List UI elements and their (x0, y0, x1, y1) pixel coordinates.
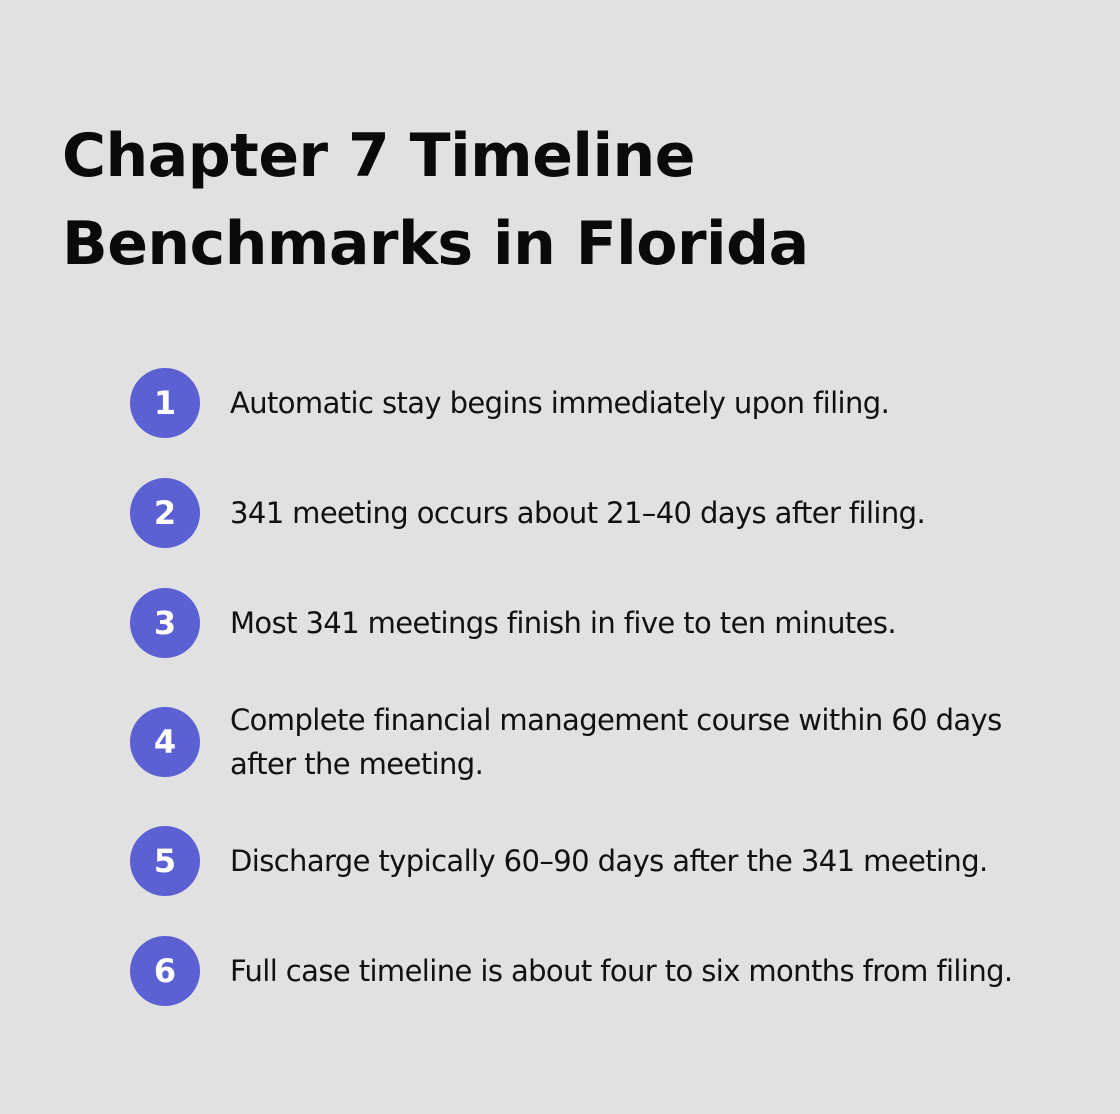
timeline-step-1 (130, 368, 1070, 438)
timeline-step-6 (130, 936, 1070, 1006)
step-number-badge: 5 (130, 826, 200, 896)
step-number-badge: 3 (130, 588, 200, 658)
page-title-line-1: Chapter 7 Timeline (62, 121, 695, 191)
step-number-badge: 4 (130, 707, 200, 777)
step-text: 341 meeting occurs about 21–40 days after filing. (230, 496, 926, 530)
timeline-step-2 (130, 478, 1070, 548)
timeline-step-4 (130, 698, 1070, 786)
step-text: Full case timeline is about four to six months from filing. (230, 954, 1013, 988)
page-title (62, 112, 1062, 288)
timeline-step-5 (130, 826, 1070, 896)
step-number-badge: 1 (130, 368, 200, 438)
page-title-line-2: Benchmarks in Florida (62, 209, 809, 279)
step-text: Automatic stay begins immediately upon filing. (230, 386, 890, 420)
step-number-badge: 2 (130, 478, 200, 548)
step-text: Most 341 meetings finish in five to ten minutes. (230, 606, 897, 640)
step-text: Discharge typically 60–90 days after the 341 meeting. (230, 844, 988, 878)
step-number-badge: 6 (130, 936, 200, 1006)
timeline-step-3 (130, 588, 1070, 658)
step-text: Complete financial management course within 60 days after the meeting. (230, 703, 1002, 781)
